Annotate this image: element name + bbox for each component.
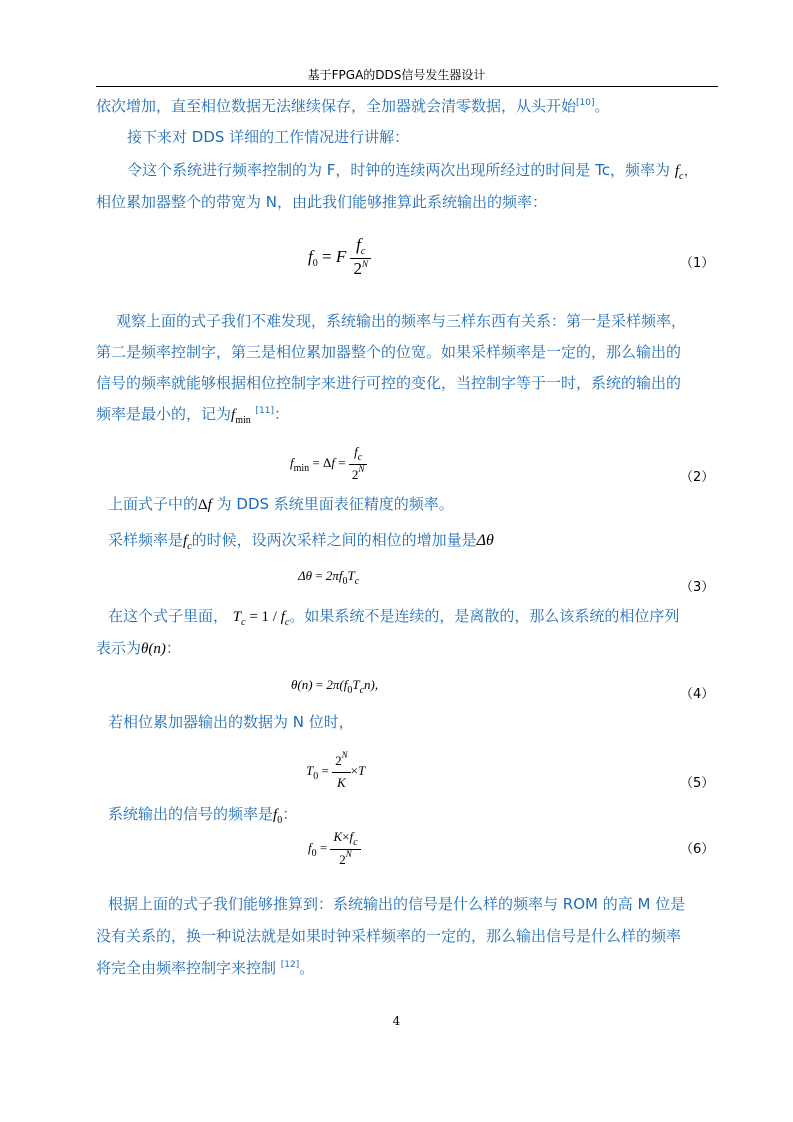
eq6-equals: = xyxy=(319,839,328,855)
tc-sub2: c xyxy=(284,617,290,628)
eq2-delta: Δ xyxy=(323,454,332,470)
tc-inline xyxy=(232,609,290,628)
p3-line1-tail: ， xyxy=(683,161,699,179)
eq4-equals: = xyxy=(315,677,324,692)
p7-line2: 表示为 xyxy=(96,639,142,657)
p4-line4: 频率是最小的，记为 xyxy=(96,405,232,423)
eq6-num-f: f xyxy=(349,829,354,844)
eq3-equals: = xyxy=(315,568,323,583)
paragraph-3-line-1 xyxy=(127,160,698,183)
eq1-den-sup: N xyxy=(361,259,368,269)
eq5-den: K xyxy=(337,775,346,790)
p6-text: 采样频率是 xyxy=(108,531,184,549)
paragraph-5 xyxy=(108,494,454,515)
citation-12: [12] xyxy=(280,960,300,970)
eq4-t: T xyxy=(352,677,360,692)
eq1-num-sub: c xyxy=(360,246,366,257)
equation-4 xyxy=(291,677,379,696)
equation-1-number: （1） xyxy=(680,256,715,271)
equation-5 xyxy=(306,752,365,792)
fmin-inline xyxy=(231,407,251,426)
delta-theta-inline: Δθ xyxy=(476,532,494,549)
eq6-num-f-sub: c xyxy=(353,837,358,848)
f0-sub: 0 xyxy=(277,815,283,826)
f0-inline xyxy=(273,807,283,826)
paragraph-4-line-2: 第二是频率控制字，第三是相位累加器整个的位宽。如果采样频率是一定的，那么输出的 xyxy=(96,343,682,361)
p5-after: 为 DDS 系统里面表征精度的频率。 xyxy=(216,495,454,513)
eq2-equals-2: = xyxy=(338,454,346,470)
eq4-two-pi: 2π( xyxy=(326,677,344,692)
eq2-fraction xyxy=(349,443,368,485)
equation-2-number: （2） xyxy=(680,470,715,485)
eq5-rhs: T xyxy=(357,762,366,778)
delta-f-inline xyxy=(198,497,212,513)
eq3-two-pi: 2π xyxy=(325,568,339,583)
eq5-lhs-sub: 0 xyxy=(313,770,319,782)
paragraph-3-line-2: 相位累加器整个的带宽为 N，由此我们能够推算此系统输出的频率： xyxy=(96,193,547,211)
eq3-lhs: Δθ xyxy=(298,568,313,583)
tc-var: T xyxy=(232,609,242,625)
eq4-f-sub: 0 xyxy=(347,685,353,696)
p7-line1a: 在这个式子里面， xyxy=(108,607,229,625)
eq1-coef: F xyxy=(335,246,347,266)
p9-text: 系统输出的信号的频率是 xyxy=(108,805,274,823)
equation-5-number: （5） xyxy=(680,776,715,791)
eq1-fraction xyxy=(350,236,371,280)
eq2-lhs-var: f xyxy=(290,454,294,470)
header-rule xyxy=(96,86,718,87)
f0-var: f xyxy=(273,807,278,823)
paragraph-10-line-2: 没有关系的，换一种说法就是如果时钟采样频率的一定的，那么输出信号是什么样的频率 xyxy=(96,927,682,945)
eq4-f: f xyxy=(343,677,348,692)
eq2-num-sub: c xyxy=(357,452,363,463)
tc-sub: c xyxy=(241,617,246,628)
p10-line3: 将完全由频率控制字来控制 xyxy=(96,959,281,977)
paragraph-2: 接下来对 DDS 详细的工作情况进行讲解： xyxy=(127,128,410,146)
eq1-lhs-sub: 0 xyxy=(312,257,318,269)
paragraph-10-line-3 xyxy=(96,958,314,981)
eq4-n: n), xyxy=(364,677,379,692)
eq6-den-sup: N xyxy=(345,849,352,859)
eq3-f: f xyxy=(338,568,343,583)
paragraph-9 xyxy=(108,804,297,827)
fc2-var: f xyxy=(183,533,188,549)
eq4-lhs: θ(n) xyxy=(291,677,313,692)
p6-mid: 的时候，设两次采样之间的相位的增加量是 xyxy=(191,531,477,549)
theta-n-inline: θ(n) xyxy=(141,641,166,657)
eq3-t: T xyxy=(347,568,355,583)
p10-tail: 。 xyxy=(299,959,315,977)
citation-10: [10] xyxy=(576,98,595,108)
fc2-sub: c xyxy=(187,541,192,552)
paragraph-6 xyxy=(108,530,494,553)
paragraph-4-line-1: 观察上面的式子我们不难发现，系统输出的频率与三样东西有关系：第一是采样频率， xyxy=(116,312,687,330)
p7-line2-tail: ： xyxy=(165,639,181,657)
tc-var2: f xyxy=(280,609,285,625)
eq2-den-base: 2 xyxy=(351,467,359,482)
eq6-lhs-sub: 0 xyxy=(311,847,317,859)
equation-2 xyxy=(290,443,367,485)
paragraph-7-line-1 xyxy=(108,606,679,629)
eq5-times: × xyxy=(350,762,358,778)
paragraph-1 xyxy=(96,96,610,119)
paragraph-10-line-1: 根据上面的式子我们能够推算到：系统输出的信号是什么样的频率与 ROM 的高 M 位是 xyxy=(108,895,686,913)
page-number: 4 xyxy=(392,1014,401,1028)
equation-1 xyxy=(308,236,371,280)
eq3-f-sub: 0 xyxy=(342,576,348,587)
eq1-num-var: f xyxy=(356,235,361,254)
eq6-lhs: f xyxy=(308,839,312,855)
eq2-lhs-sub: min xyxy=(293,462,310,474)
equation-6-number: （6） xyxy=(680,842,715,857)
equation-3 xyxy=(298,568,360,587)
paragraph-4-line-4 xyxy=(96,404,289,427)
p1-text: 依次增加，直至相位数据无法继续保存，全加器就会清零数据，从头开始 xyxy=(96,97,577,115)
fc-var: f xyxy=(674,163,679,179)
paragraph-7-line-2 xyxy=(96,638,181,659)
eq5-equals: = xyxy=(321,762,329,778)
eq4-t-sub: c xyxy=(359,685,365,696)
eq5-lhs: T xyxy=(306,762,314,778)
delta-f-var: f xyxy=(207,497,212,513)
eq2-equals-1: = xyxy=(312,454,320,470)
p3-line1: 令这个系统进行频率控制的为 F，时钟的连续两次出现所经过的时间是 Tc，频率为 xyxy=(127,161,671,179)
eq2-num-var: f xyxy=(354,444,358,459)
eq6-den-base: 2 xyxy=(339,852,346,867)
eq5-fraction xyxy=(332,752,351,792)
eq5-num-base: 2 xyxy=(335,753,342,768)
eq2-mid-var: f xyxy=(331,454,336,470)
eq6-num-k: K xyxy=(333,829,343,844)
eq1-den-base: 2 xyxy=(353,259,362,278)
p4-tail: ： xyxy=(274,405,290,423)
equation-6 xyxy=(308,828,361,870)
eq5-num-sup: N xyxy=(341,750,348,760)
fmin-var: f xyxy=(231,407,236,423)
p1-tail: 。 xyxy=(594,97,610,115)
page-header: 基于FPGA的DDS信号发生器设计 xyxy=(307,68,486,82)
fc-sub: c xyxy=(678,171,684,182)
eq1-equals: = xyxy=(321,246,332,266)
fmin-sub: min xyxy=(235,415,251,426)
eq2-den-sup: N xyxy=(358,464,365,474)
eq6-fraction xyxy=(330,828,360,870)
tc-rest: = 1 / xyxy=(245,609,281,625)
eq1-lhs-var: f xyxy=(308,246,313,266)
equation-4-number: （4） xyxy=(680,687,715,702)
eq6-times: × xyxy=(342,829,350,844)
eq3-t-sub: c xyxy=(354,576,360,587)
fc-inline-2 xyxy=(183,533,192,552)
p5-before: 上面式子中的 xyxy=(108,495,199,513)
delta-f-delta: Δ xyxy=(198,497,208,513)
p7-line1b: 。如果系统不是连续的，是离散的，那么该系统的相位序列 xyxy=(289,607,680,625)
citation-11: [11] xyxy=(255,406,275,416)
paragraph-8: 若相位累加器输出的数据为 N 位时， xyxy=(108,713,354,731)
equation-3-number: （3） xyxy=(680,580,715,595)
p9-tail: ： xyxy=(282,805,298,823)
paragraph-4-line-3: 信号的频率就能够根据相位控制字来进行可控的变化，当控制字等于一时，系统的输出的 xyxy=(96,374,682,392)
